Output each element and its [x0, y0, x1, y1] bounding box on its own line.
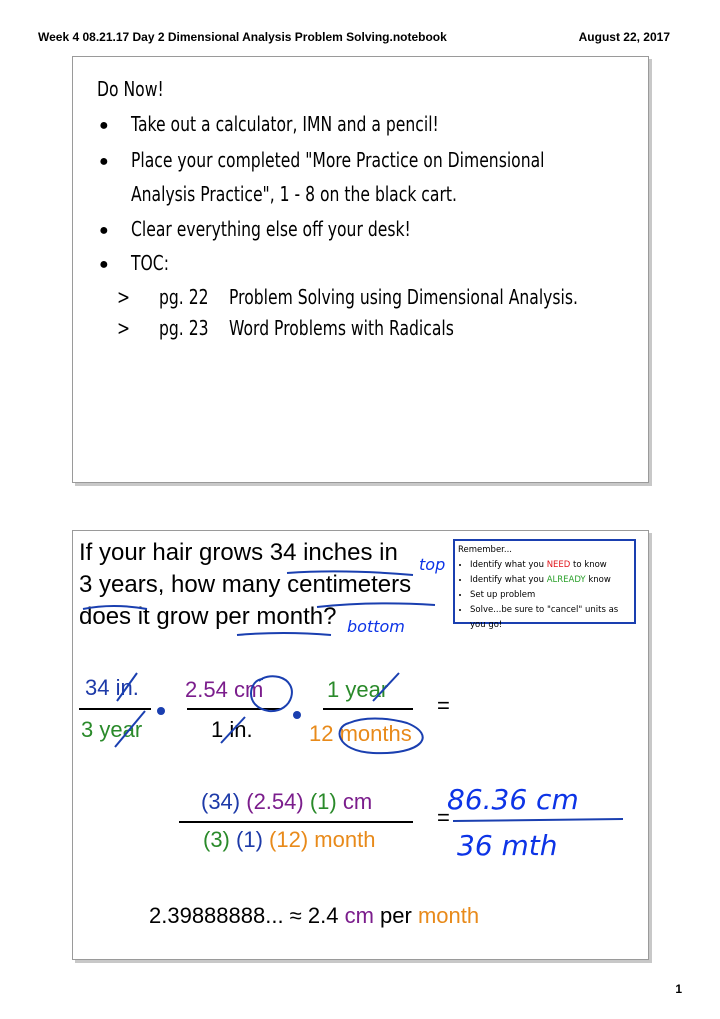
multiply-dot: [157, 707, 165, 715]
handwritten-top-label: top: [419, 555, 446, 574]
fraction3-numerator: 1 year: [327, 677, 389, 702]
circle-months: [340, 719, 423, 754]
underline-3-years: [83, 606, 147, 609]
question-line: does it grow per month?: [79, 603, 337, 630]
reminder-item: • Set up problem: [470, 588, 631, 603]
handwritten-result-denominator: 36 mth: [457, 829, 558, 862]
fraction2-denominator: 1 in.: [211, 717, 253, 742]
underline-centimeters: [317, 603, 435, 607]
handwritten-result-numerator: 86.36 cm: [447, 783, 579, 816]
toc-marker: >: [117, 316, 131, 340]
question-line: 3 years, how many centimeters: [79, 571, 412, 598]
circle-cm: [251, 676, 292, 711]
equals-sign: =: [437, 693, 450, 718]
final-answer: 2.39888888... ≈ 2.4 cm per month: [149, 903, 480, 928]
toc-marker: >: [117, 285, 131, 309]
cancel-year-numerator: [373, 673, 399, 701]
toc-page: pg. 23: [159, 316, 209, 340]
document-title: Week 4 08.21.17 Day 2 Dimensional Analysis Problem Solving.notebook: [38, 30, 447, 44]
fraction2-numerator: 2.54 cm: [185, 677, 264, 702]
bullet-text-continued: Analysis Practice", 1 - 8 on the black cart.: [131, 182, 457, 206]
multiply-dot: [293, 711, 301, 719]
handwritten-fraction-bar: [453, 819, 623, 821]
reminder-item: • Identify what you ALREADY know: [470, 573, 631, 588]
bullet-text: Place your completed "More Practice on Dimensional: [131, 148, 545, 172]
handwritten-bottom-label: bottom: [347, 617, 405, 636]
equals-sign: =: [437, 805, 450, 830]
combined-denominator: (3) (1) (12) month: [203, 827, 376, 852]
cancel-in-numerator: [117, 673, 137, 701]
fraction1-numerator: 34 in.: [85, 675, 139, 700]
bullet-text: Take out a calculator, IMN and a pencil!: [131, 112, 439, 136]
reminder-item: • Identify what you NEED to know: [470, 558, 631, 573]
fraction3-denominator: 12 months: [309, 721, 412, 746]
bullet-text: TOC:: [131, 251, 169, 275]
slide-problem: [72, 530, 649, 960]
fraction1-denominator: 3 year: [81, 717, 143, 742]
page-number: 1: [675, 982, 682, 996]
toc-title: Word Problems with Radicals: [229, 316, 454, 340]
cancel-in-denominator: [221, 717, 245, 743]
question-line: If your hair grows 34 inches in: [79, 539, 398, 566]
slide-do-now: [72, 56, 649, 483]
combined-numerator: (34) (2.54) (1) cm: [201, 789, 373, 814]
reminder-title: Remember...: [458, 545, 512, 555]
document-date: August 22, 2017: [578, 30, 670, 44]
bullet-dot: ●: [99, 256, 109, 273]
bullet-text: Clear everything else off your desk!: [131, 217, 411, 241]
cancel-year-denominator: [115, 711, 145, 747]
slide-heading: Do Now!: [97, 77, 164, 101]
bullet-dot: ●: [99, 117, 109, 134]
bullet-dot: ●: [99, 153, 109, 170]
underline-34-inches: [287, 571, 413, 575]
underline-per-month: [237, 633, 331, 635]
toc-page: pg. 22: [159, 285, 209, 309]
reminder-item: • Solve...be sure to "cancel" units as you go!: [470, 603, 631, 633]
toc-title: Problem Solving using Dimensional Analysis.: [229, 285, 578, 309]
handwriting-strokes: [73, 531, 648, 959]
bullet-dot: ●: [99, 222, 109, 239]
